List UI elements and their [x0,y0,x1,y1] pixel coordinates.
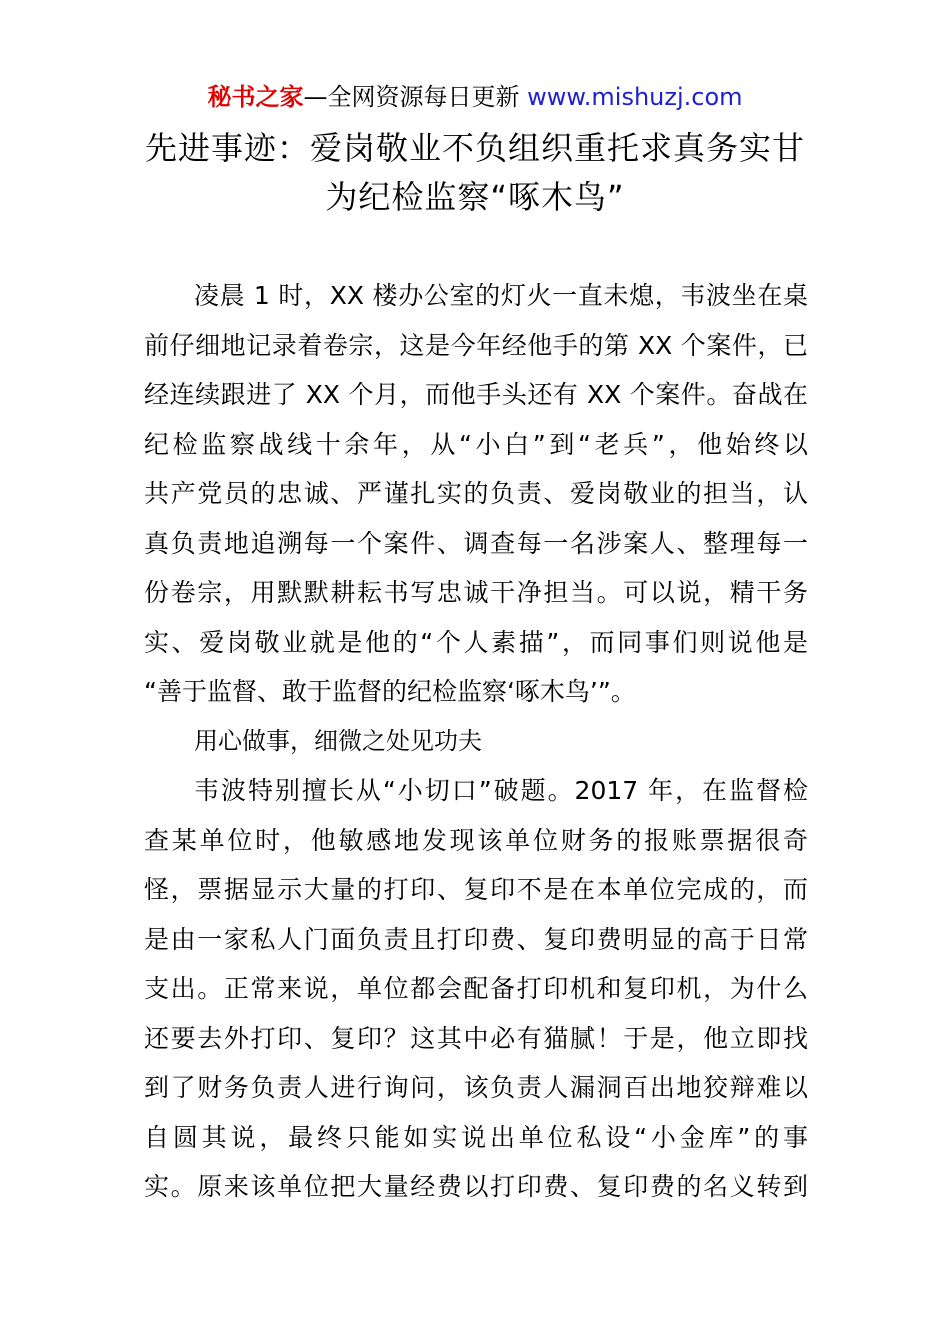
site-header [0,80,950,114]
paragraph-line: 共产党员的忠诚、严谨扎实的负责、爱岗敬业的担当，认 [144,479,808,508]
paragraph-line: 自圆其说，最终只能如实说出单位私设“小金库”的事 [144,1122,808,1152]
document-title [120,124,830,222]
header-tagline: —全网资源每日更新 [303,83,528,111]
title-line: 先进事迹：爱岗敬业不负组织重托求真务实甘 [144,129,805,167]
paragraph-line: 实、爱岗敬业就是他的“个人素描”，而同事们则说他是 [144,627,808,657]
title-line: 为纪检监察“啄木鸟” [325,178,625,216]
paragraph-line: 怪，票据显示大量的打印、复印不是在本单位完成的，而 [144,875,808,904]
brand-name: 秘书之家 [207,83,304,111]
paragraph-line: 还要去外打印、复印？这其中必有猫腻！于是，他立即找 [144,1023,808,1053]
paragraph-line: 前仔细地记录着卷宗，这是今年经他手的第 XX 个案件，已 [144,330,808,360]
paragraph-line: 到了财务负责人进行询问，该负责人漏洞百出地狡辩难以 [144,1073,808,1102]
paragraph-line: 是由一家私人门面负责且打印费、复印费明显的高于日常 [144,924,808,954]
paragraph-line: 份卷宗，用默默耕耘书写忠诚干净担当。可以说，精干务 [144,578,808,607]
paragraph-line: 凌晨 1 时，XX 楼办公室的灯火一直未熄，韦波坐在桌 [194,281,808,310]
paragraph-line: 韦波特别擅长从“小切口”破题。2017 年，在监督检 [194,776,808,805]
paragraph-line: 支出。正常来说，单位都会配备打印机和复印机，为什么 [144,974,808,1003]
document-body [144,271,808,1212]
paragraph-line: 查某单位时，他敏感地发现该单位财务的报账票据很奇 [144,825,808,855]
paragraph-line: 实。原来该单位把大量经费以打印费、复印费的名义转到 [144,1172,808,1201]
site-url-link[interactable]: www.mishuzj.com [527,83,743,111]
paragraph-line: “善于监督、敢于监督的纪检监察‘啄木鸟’”。 [144,677,636,706]
paragraph-line: 纪检监察战线十余年，从“小白”到“老兵”，他始终以 [144,429,808,459]
paragraph-line: 真负责地追溯每一个案件、调查每一名涉案人、整理每一 [144,528,808,558]
section-subheading: 用心做事，细微之处见功夫 [194,726,482,755]
paragraph-line: 经连续跟进了 XX 个月，而他手头还有 XX 个案件。奋战在 [144,380,808,409]
